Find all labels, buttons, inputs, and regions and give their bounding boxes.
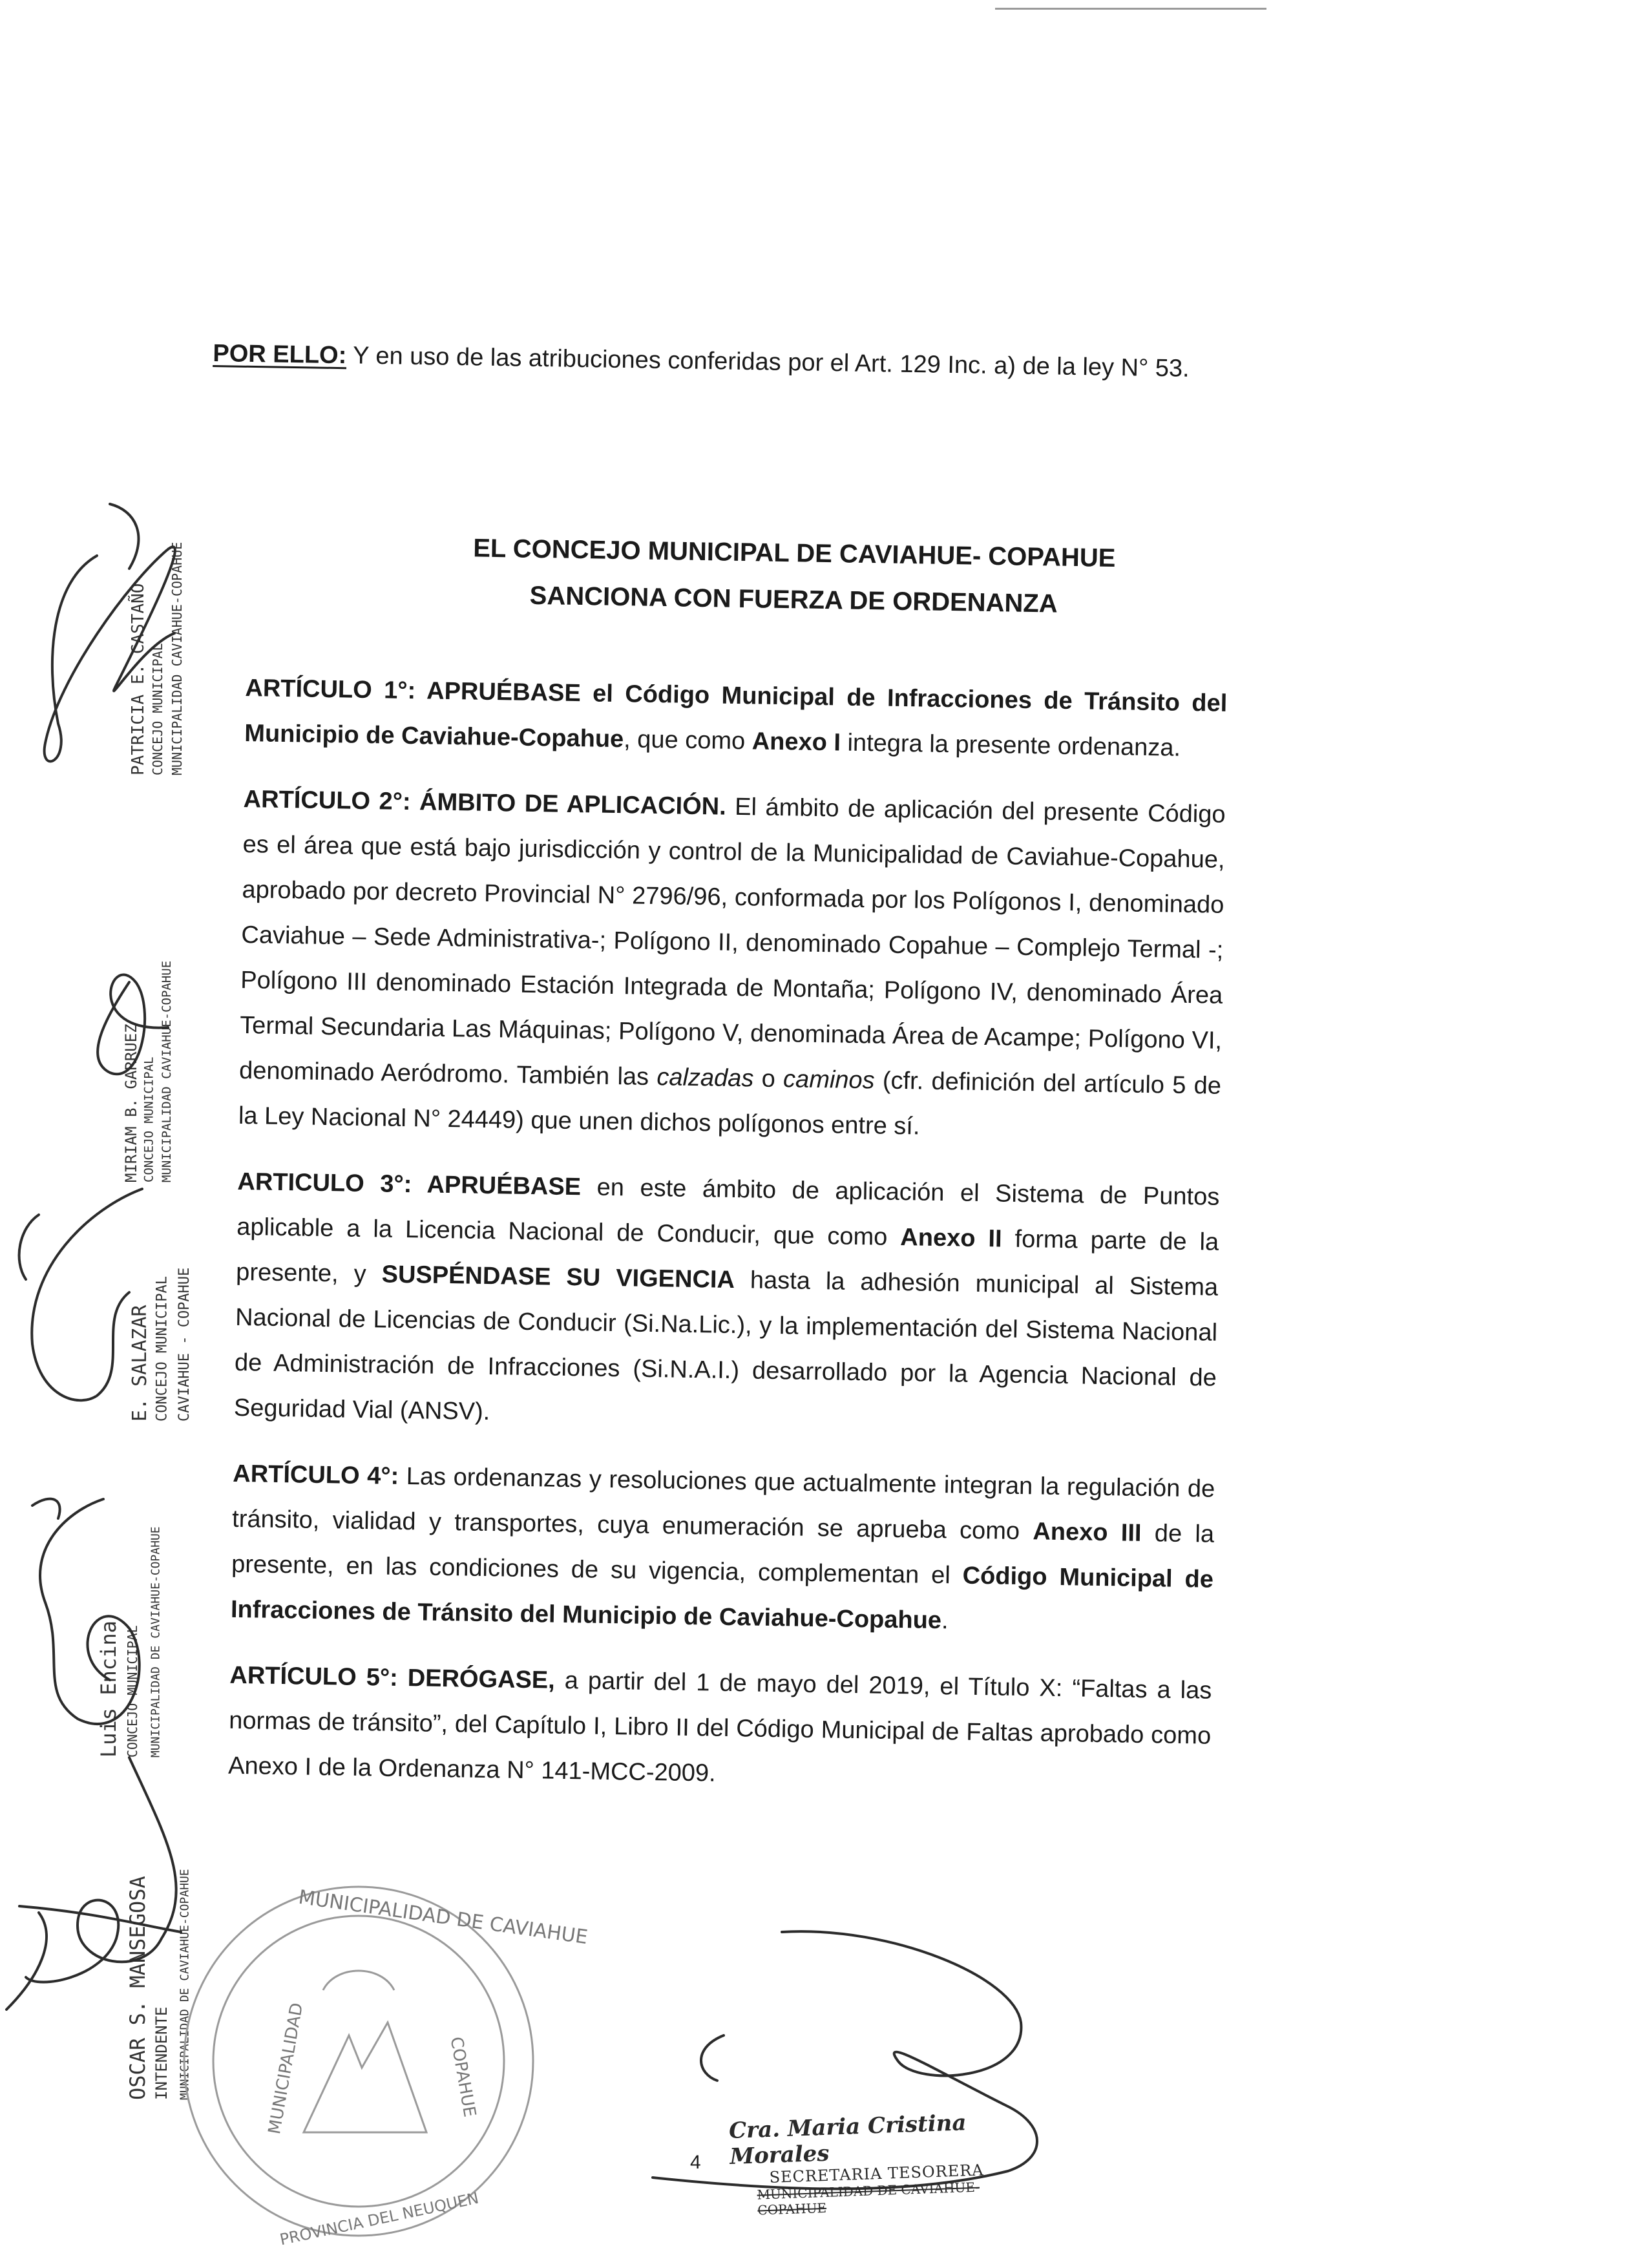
article-2-text-3: (cfr. definición del artículo 5 de la Ley Nacional N° 24449) que unen dichos polígonos entre sí. — [238, 1067, 1222, 1140]
signer-4-org: MUNICIPALIDAD DE CAVIAHUE-COPAHUE — [149, 1526, 163, 1758]
margin-signer-2 — [123, 924, 176, 1182]
articles-block — [227, 666, 1228, 1825]
article-1 — [244, 666, 1228, 772]
margin-signer-5 — [126, 1790, 197, 2100]
article-4-annex: Anexo III — [1033, 1518, 1142, 1547]
signer-1-org: MUNICIPALIDAD CAVIAHUE-COPAHUE — [169, 541, 185, 775]
page-number: 4 — [690, 2152, 701, 2173]
margin-signer-3 — [129, 1215, 196, 1422]
article-4-label: ARTÍCULO 4°: — [233, 1460, 399, 1490]
signer-2-org: MUNICIPALIDAD CAVIAHUE-COPAHUE — [160, 960, 174, 1182]
seal-text-left: MUNICIPALIDAD — [265, 2001, 308, 2136]
por-ello-text: Y en uso de las atribuciones conferidas por el Art. 129 Inc. a) de la ley N° 53. — [346, 342, 1190, 383]
footer-signer-org: MUNICIPALIDAD DE CAVIAHUE-COPAHUE — [757, 2179, 980, 2218]
article-5-label: ARTÍCULO 5°: DERÓGASE, — [229, 1661, 556, 1694]
article-2-text-1: El ámbito de aplicación del presente Código es el área que está bajo jurisdicción y control de la Municipalidad de Caviahue-Copahue, aprobado por decreto Provincial N° 2796/96, conformada por los Polígonos I, denominado Caviahue – Sede Administrativa-; Polígono II, denominado Copahue – Complejo Termal -; Polígono III denominado Estación Integrada de Montaña; Polígono IV, denominado Área Termal Secundaria Las Máquinas; Polígono V, denominada Área de Acampe; Polígono VI, denominado Aeródromo. También las — [238, 793, 1226, 1091]
heading-line-1: EL CONCEJO MUNICIPAL DE CAVIAHUE- COPAHUE — [472, 534, 1116, 573]
article-1-text-1: , que como — [623, 726, 753, 755]
margin-signer-1 — [129, 517, 187, 775]
signer-5-name: OSCAR S. MANSEGOSA — [125, 1876, 150, 2100]
article-4-text-3: . — [941, 1607, 949, 1635]
article-5-text-1: a partir del 1 de mayo del 2019, el Título X: “Faltas a las normas de tránsito”, del Capítulo I, Libro II del Código Municipal de Faltas aprobado como Anexo I de la Ordenanza N° 141-MCC-2009. — [227, 1666, 1212, 1787]
article-5 — [228, 1653, 1212, 1804]
article-4-code-name: Código Municipal de Infracciones de Tránsito del Municipio de Caviahue-Copahue — [230, 1562, 1214, 1635]
article-3-annex: Anexo II — [900, 1224, 1002, 1253]
article-1-text-2: integra la presente ordenanza. — [840, 729, 1181, 762]
article-2-italic-1: calzadas — [656, 1064, 754, 1093]
signer-1-role: CONCEJO MUNICIPAL — [149, 643, 165, 775]
por-ello-label: POR ELLO: — [213, 339, 347, 370]
article-3-suspend: SUSPÉNDASE SU VIGENCIA — [381, 1261, 735, 1294]
article-2 — [238, 777, 1226, 1154]
signer-3-name: E. SALAZAR — [129, 1305, 151, 1422]
margin-signer-4 — [97, 1486, 168, 1758]
seal-ring — [184, 1887, 533, 2236]
article-2-italic-2: caminos — [782, 1066, 875, 1095]
signer-1-name: PATRICIA E. CASTAÑO — [129, 583, 148, 775]
ordinance-heading — [373, 523, 1215, 629]
article-3-text-1: en este ámbito de aplicación el Sistema de Puntos aplicable a la Licencia Nacional de Conducir, que como — [236, 1173, 1220, 1252]
article-4 — [231, 1451, 1215, 1648]
footer-signer-stamp — [715, 2107, 1042, 2219]
seal-text-top: MUNICIPALIDAD DE CAVIAHUE — [297, 1885, 589, 1949]
signer-5-role: INTENDENTE — [152, 2006, 171, 2100]
article-4-text-1: Las ordenanzas y resoluciones que actualmente integran la regulación de tránsito, vialidad y transportes, cuya enumeración se aprueba como — [231, 1462, 1215, 1546]
signer-4-name: Luis Encina — [96, 1621, 121, 1758]
signer-3-role: CONCEJO MUNICIPAL — [154, 1276, 171, 1422]
signer-2-name: MIRIAM B. GARRUEZ — [122, 1024, 140, 1182]
article-2-text-2: o — [753, 1065, 784, 1093]
por-ello-paragraph — [212, 331, 1234, 413]
article-3 — [233, 1159, 1219, 1446]
signer-4-role: CONCEJO MUNICIPAL — [124, 1625, 140, 1758]
signer-3-org: CAVIAHUE - COPAHUE — [176, 1267, 193, 1422]
signature-3 — [32, 1189, 142, 1400]
article-3-text-2: forma parte de la presente, y — [235, 1225, 1219, 1288]
article-4-text-2: de la presente, en las condiciones de su vigencia, complementan el — [231, 1519, 1215, 1590]
footer-signer-role: SECRETARIA TESORERA — [769, 2161, 985, 2187]
signer-2-role: CONCEJO MUNICIPAL — [142, 1056, 156, 1182]
article-1-annex: Anexo I — [751, 728, 841, 757]
seal-text-bottom: PROVINCIA DEL NEUQUEN — [278, 2189, 481, 2249]
seal-text-right: COPAHUE — [446, 2035, 479, 2119]
article-2-label: ARTÍCULO 2°: ÁMBITO DE APLICACIÓN. — [243, 785, 727, 821]
footer-signer-name: Cra. Maria Cristina Morales — [728, 2110, 967, 2170]
article-3-text-3: hasta la adhesión municipal al Sistema Nacional de Licencias de Conducir (Si.Na.Lic.), y la implementación del Sistema Nacional de Administración de Infracciones (Si.N.A.I.) desarrollado por la Agencia Nacional de Seguridad Vial (ANSV). — [233, 1266, 1219, 1426]
article-1-label: ARTÍCULO 1°: APRUÉBASE el Código Municipal de Infracciones de Tránsito del Municipio de Caviahue-Copahue — [244, 674, 1228, 753]
heading-line-2: SANCIONA CON FUERZA DE ORDENANZA — [529, 581, 1058, 618]
signer-5-org: MUNICIPALIDAD DE CAVIAHUE-COPAHUE — [178, 1869, 192, 2100]
scan-edge-line — [995, 8, 1266, 10]
article-3-label: ARTICULO 3°: APRUÉBASE — [237, 1168, 582, 1201]
